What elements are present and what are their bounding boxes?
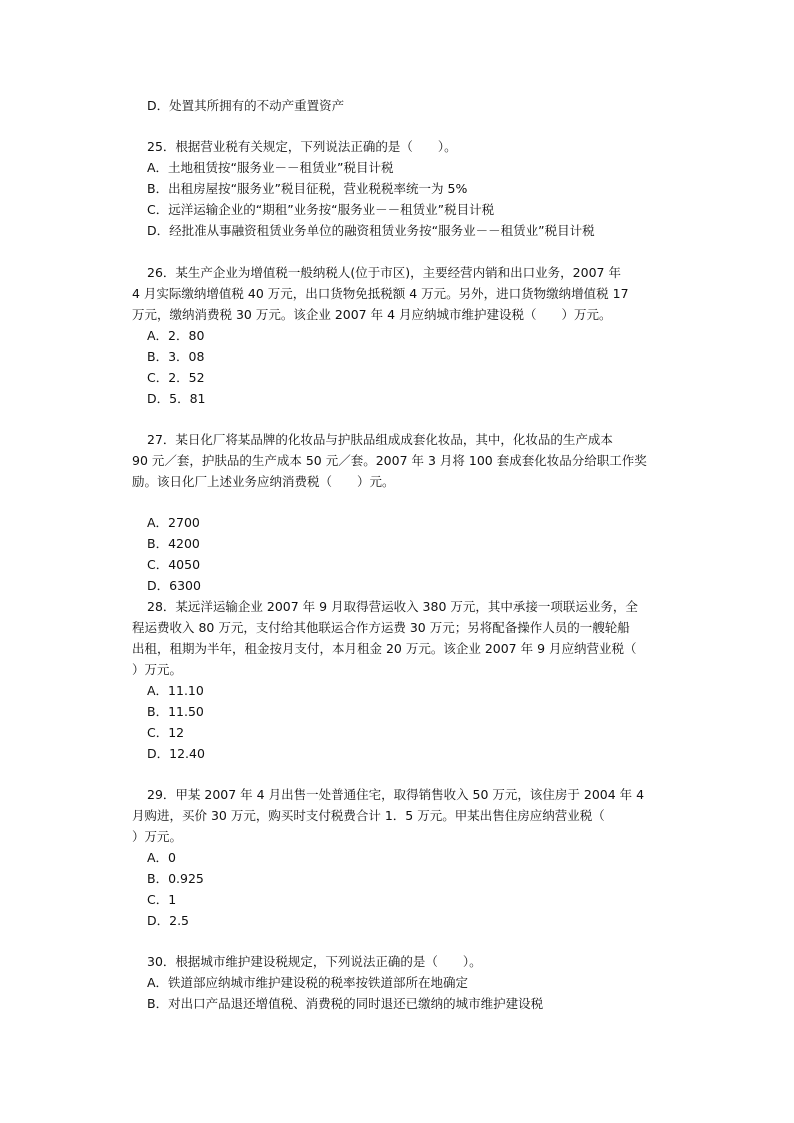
question-27-stem-line-3: 励。该日化厂上述业务应纳消费税（ ）元。 [132, 474, 395, 489]
question-28-stem-line-4: ）万元。 [132, 662, 183, 677]
question-30-stem: 30．根据城市维护建设税规定，下列说法正确的是（ ）。 [147, 954, 482, 969]
q26-option-d: D．5．81 [147, 391, 206, 406]
question-28-stem-line-3: 出租，租期为半年，租金按月支付，本月租金 20 万元。该企业 2007 年 9 月应纳营业税（ [132, 641, 637, 656]
q28-option-d: D．12.40 [147, 746, 205, 761]
question-28-stem-line-2: 程运费收入 80 万元，支付给其他联运合作方运费 30 万元；另将配备操作人员的一艘轮船 [132, 620, 630, 635]
question-28-stem-line-1: 28．某远洋运输企业 2007 年 9 月取得营运收入 380 万元，其中承接一项联运业务，全 [147, 599, 638, 614]
q28-option-b: B．11.50 [147, 704, 204, 719]
q29-option-d: D．2.5 [147, 913, 190, 928]
q25-option-c: C．远洋运输企业的“期租”业务按“服务业－－租赁业”税目计税 [147, 202, 495, 217]
question-26-stem-line-1: 26．某生产企业为增值税一般纳税人(位于市区)，主要经营内销和出口业务，2007 年 [147, 265, 621, 280]
q27-option-b: B．4200 [147, 536, 200, 551]
q30-option-a: A．铁道部应纳城市维护建设税的税率按铁道部所在地确定 [147, 975, 469, 990]
question-25-stem: 25．根据营业税有关规定，下列说法正确的是（ ）。 [147, 139, 457, 154]
prev-option-d: D．处置其所拥有的不动产重置资产 [147, 98, 345, 113]
question-27-stem-line-1: 27．某日化厂将某品牌的化妆品与护肤品组成成套化妆品，其中，化妆品的生产成本 [147, 432, 613, 447]
q26-option-a: A．2．80 [147, 328, 205, 343]
question-27-stem-line-2: 90 元／套，护肤品的生产成本 50 元／套。2007 年 3 月将 100 套成套化妆品分给职工作奖 [132, 453, 647, 468]
q28-option-a: A．11.10 [147, 683, 204, 698]
q26-option-c: C．2．52 [147, 370, 205, 385]
question-26-stem-line-3: 万元，缴纳消费税 30 万元。该企业 2007 年 4 月应纳城市维护建设税（ ）万元。 [132, 307, 612, 322]
q27-option-a: A．2700 [147, 515, 200, 530]
q25-option-a: A．土地租赁按“服务业－－租赁业”税目计税 [147, 160, 394, 175]
q27-option-c: C．4050 [147, 557, 201, 572]
q25-option-b: B．出租房屋按“服务业”税目征税，营业税税率统一为 5% [147, 181, 468, 196]
question-29-stem-line-2: 月购进，买价 30 万元，购买时支付税费合计 1．5 万元。甲某出售住房应纳营业税（ [132, 808, 605, 823]
q29-option-b: B．0.925 [147, 871, 204, 886]
q28-option-c: C．12 [147, 725, 185, 740]
q26-option-b: B．3．08 [147, 349, 205, 364]
q27-option-d: D．6300 [147, 578, 201, 593]
q30-option-b: B．对出口产品退还增值税、消费税的同时退还已缴纳的城市维护建设税 [147, 996, 544, 1011]
question-29-stem-line-3: ）万元。 [132, 829, 183, 844]
q29-option-a: A．0 [147, 850, 177, 865]
q29-option-c: C．1 [147, 892, 177, 907]
q25-option-d: D．经批准从事融资租赁业务单位的融资租赁业务按“服务业－－租赁业”税目计税 [147, 223, 595, 238]
question-29-stem-line-1: 29．甲某 2007 年 4 月出售一处普通住宅，取得销售收入 50 万元，该住房于 2004 年 4 [147, 787, 645, 802]
question-26-stem-line-2: 4 月实际缴纳增值税 40 万元，出口货物免抵税额 4 万元。另外，进口货物缴纳增值税 17 [132, 286, 629, 301]
